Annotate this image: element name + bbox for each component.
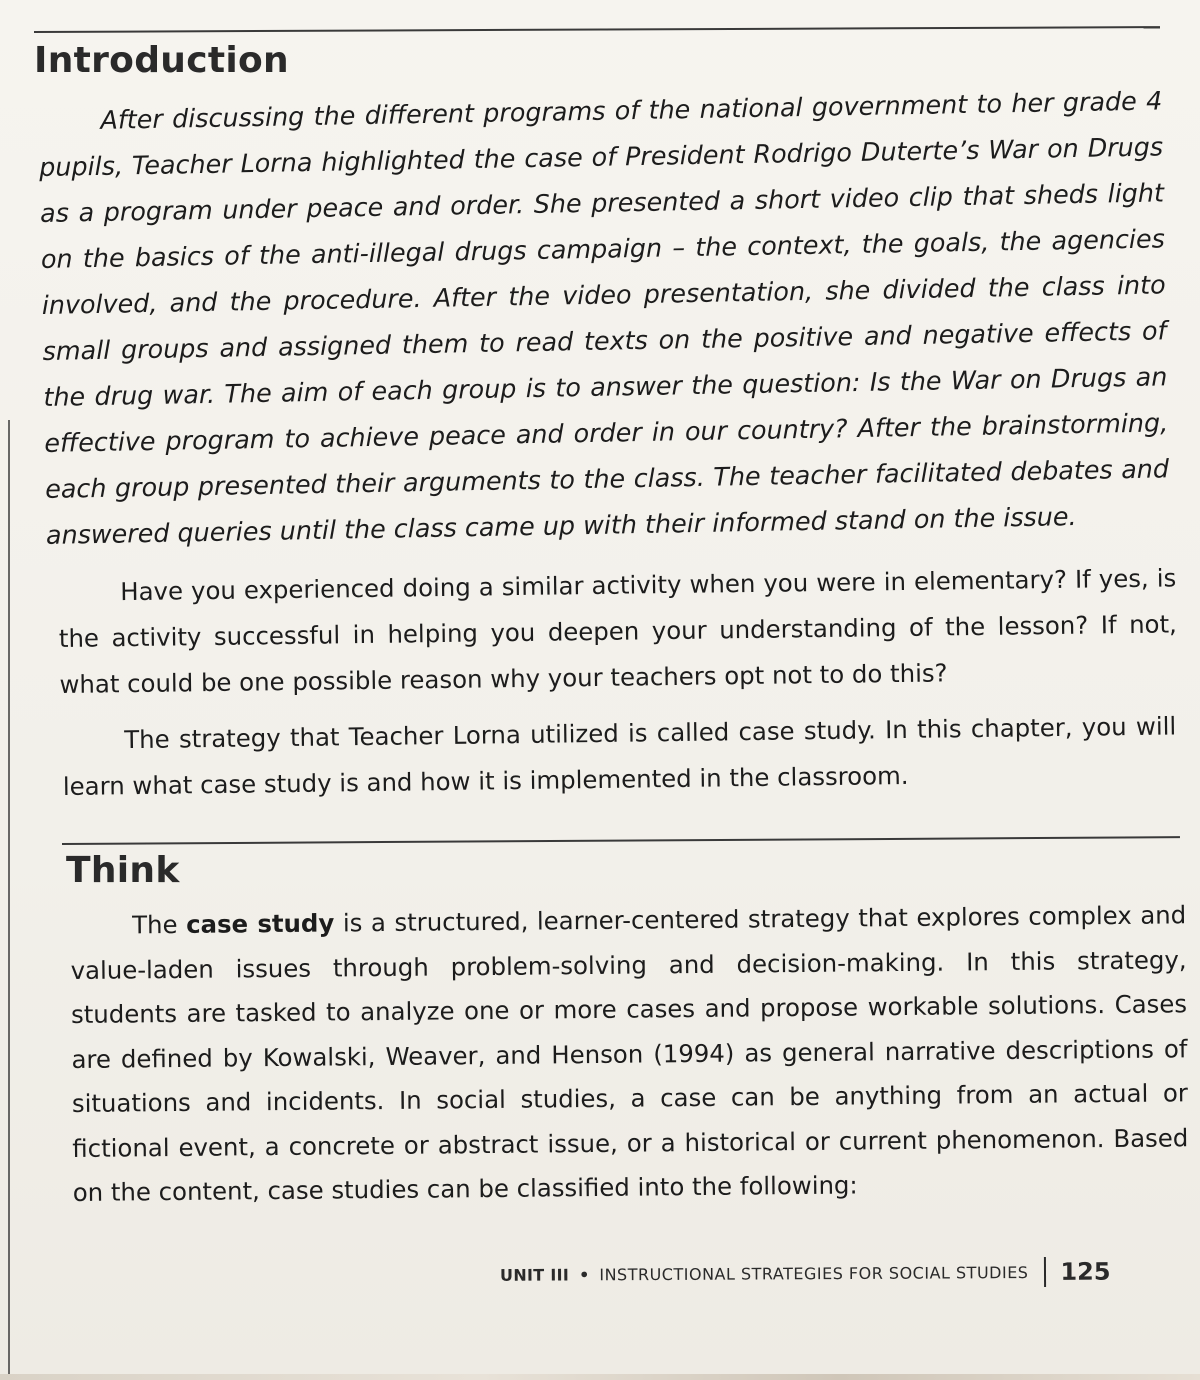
page-footer (500, 1256, 1190, 1290)
think-lead-in: The (132, 909, 187, 940)
think-paragraph (70, 893, 1189, 1215)
introduction-strategy-paragraph: The strategy that Teacher Lorna utilized is called case study. In this chapter, you will learn what case study is and how it is implemented in the classroom. (62, 711, 1177, 801)
page-number: 125 (1060, 1257, 1111, 1286)
footer-separator (1044, 1257, 1046, 1287)
introduction-question-paragraph: Have you experienced doing a similar activity when you were in elementary? If yes, is the activity successful in helping you deepen your understanding of the lesson? If not, what could be one possible reason why your teachers opt not to do this? (58, 563, 1177, 699)
footer-unit: UNIT III (499, 1264, 570, 1285)
think-heading: Think (66, 850, 180, 891)
page-bottom-edge (0, 1374, 1200, 1380)
introduction-narrative-paragraph: After discussing the different programs of the national government to her grade 4 pupils, Teacher Lorna highlighted the case of President Rodrigo Duterte’s War on Drugs as a program under peace and order. She presented a short video clip that sheds light on the basics of the anti-illegal drugs campaign – the context, the goals, the agencies involved, and the procedure. After the video presentation, she divided the class into small groups and assigned them to read texts on the positive and negative effects of the drug war. The aim of each group is to answer the question: Is the War on Drugs an effective program to achieve peace and order in our country? After the brainstorming, each group presented their arguments to the class. The teacher facilitated debates and answered queries until the class came up with their informed stand on the issue. (38, 85, 1170, 550)
top-divider (34, 26, 1160, 33)
case-study-term: case study (185, 908, 335, 939)
footer-bullet: • (579, 1264, 590, 1284)
binding-edge-line (8, 420, 10, 1380)
section-divider (62, 836, 1180, 845)
footer-title: INSTRUCTIONAL STRATEGIES FOR SOCIAL STUDIES (599, 1262, 1029, 1284)
think-paragraph-rest: is a structured, learner-centered strategy that explores complex and value-laden issues through problem-solving and decision-making. In this strategy, students are tasked to analyze one or more cases and propose workable solutions. Cases are defined by Kowalski, Weaver, and Henson (1994) as general narrative descriptions of situations and incidents. In social studies, a case can be anything from an actual or fictional event, a concrete or abstract issue, or a historical or current phenomenon. Based on the content, case studies can be classified into the following: (70, 900, 1189, 1207)
introduction-heading: Introduction (34, 40, 289, 81)
